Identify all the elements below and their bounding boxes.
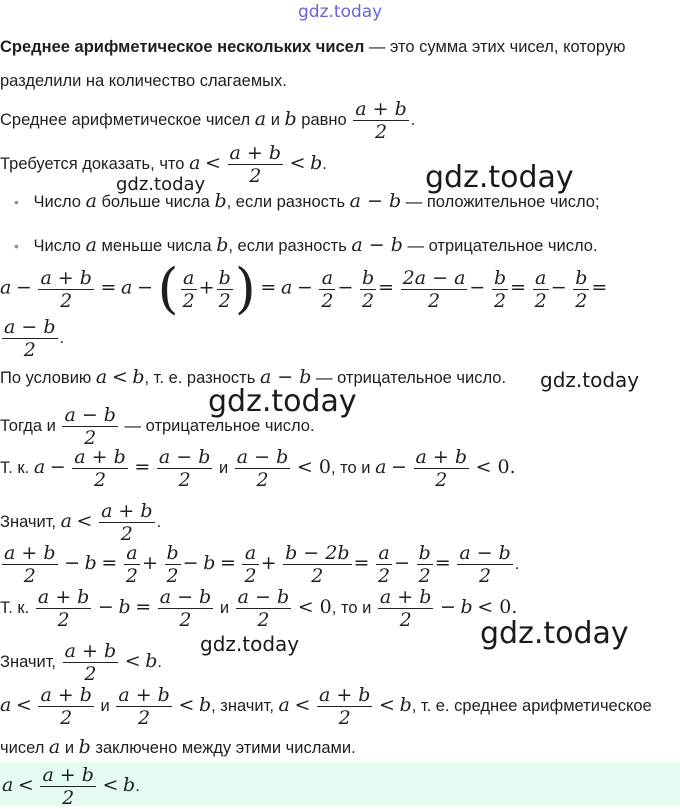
bullet-1: • Число a больше числа b, если разность a − b — положительное число;	[14, 190, 600, 212]
mean-text: Среднее арифметическое чисел	[0, 110, 251, 129]
mean-line: Среднее арифметическое чисел a и b равно $\frac{a + b}{2}$ .	[0, 98, 416, 143]
bullet-2: • Число a меньше числа b, если разность a − b — отрицательное число.	[14, 234, 598, 256]
final-line-2: чисел a и b заключено между этими числами.	[0, 736, 356, 758]
prove-text: Требуется доказать, что	[0, 154, 185, 173]
definition-line-2: разделили на количество слагаемых.	[0, 72, 287, 90]
final-line-1: a < $\frac{a + b}{2}$ и $\frac{a + b}{2}$ < b, значит, a < $\frac{a + b}{2}$ < b, т. е. среднее арифметическое	[0, 684, 652, 729]
answer-formula: a < $\frac{a + b}{2}$ < b.	[2, 764, 140, 809]
watermark: gdz.today	[540, 368, 640, 392]
bullet-dot: •	[14, 238, 19, 254]
then-line: Тогда и $\frac{a - b}{2}$ — отрицательное число.	[0, 404, 315, 449]
prove-line: Требуется доказать, что a < $\frac{a + b}{2}$ < b.	[0, 142, 327, 187]
watermark: gdz.today	[208, 384, 357, 419]
definition-line-1	[0, 36, 625, 58]
watermark: gdz.today	[480, 616, 629, 651]
watermark: gdz.today	[200, 632, 300, 656]
since-line-1: Т. к. a − $\frac{a + b}{2}$ = $\frac{a - b}{2}$ и $\frac{a - b}{2}$ < 0, то и a − $\frac{a + b}{2}$ < 0.	[0, 446, 516, 491]
condition-line: По условию a < b, т. е. разность a − b — отрицательное число.	[0, 366, 507, 388]
definition-rest: — это сумма этих чисел, которую	[364, 38, 626, 56]
equation-a-minus-mean: a − $\frac{a + b}{2}$ = a − ( $\frac{a}{2}$ + $\frac{b}{2}$ ) = a − $\frac{a}{2}$ − $\frac{b}{2}$ = $\frac{2a - a}{2}$ − $\frac{b}{2}$ = $\frac{a}{2}$ − $\frac{b}{2}$ =	[0, 257, 608, 320]
watermark: gdz.today	[116, 174, 206, 195]
so-line-2: Значит, $\frac{a + b}{2}$ < b.	[0, 640, 162, 685]
definition-term: Среднее арифметическое нескольких чисел	[0, 38, 365, 56]
equation-mean-minus-b: $\frac{a + b}{2}$ − b = $\frac{a}{2}$ + $\frac{b}{2}$ − b = $\frac{a}{2}$ + $\frac{b - 2b}{2}$ = $\frac{a}{2}$ − $\frac{b}{2}$ = $\frac{a - b}{2}$ .	[4, 542, 520, 587]
mean-equals: равно	[301, 110, 347, 129]
since-line-2: Т. к. $\frac{a + b}{2}$ − b = $\frac{a - b}{2}$ и $\frac{a - b}{2}$ < 0, то и $\frac{a + b}{2}$ − b < 0.	[0, 586, 518, 631]
bullet-dot: •	[14, 194, 19, 210]
so-line-1: Значит, a < $\frac{a + b}{2}$ .	[0, 500, 162, 545]
mean-and: и	[270, 110, 280, 129]
watermark-top: gdz.today	[298, 2, 383, 22]
equation-result: $\frac{a - b}{2}$ .	[4, 316, 65, 361]
watermark: gdz.today	[425, 160, 574, 195]
